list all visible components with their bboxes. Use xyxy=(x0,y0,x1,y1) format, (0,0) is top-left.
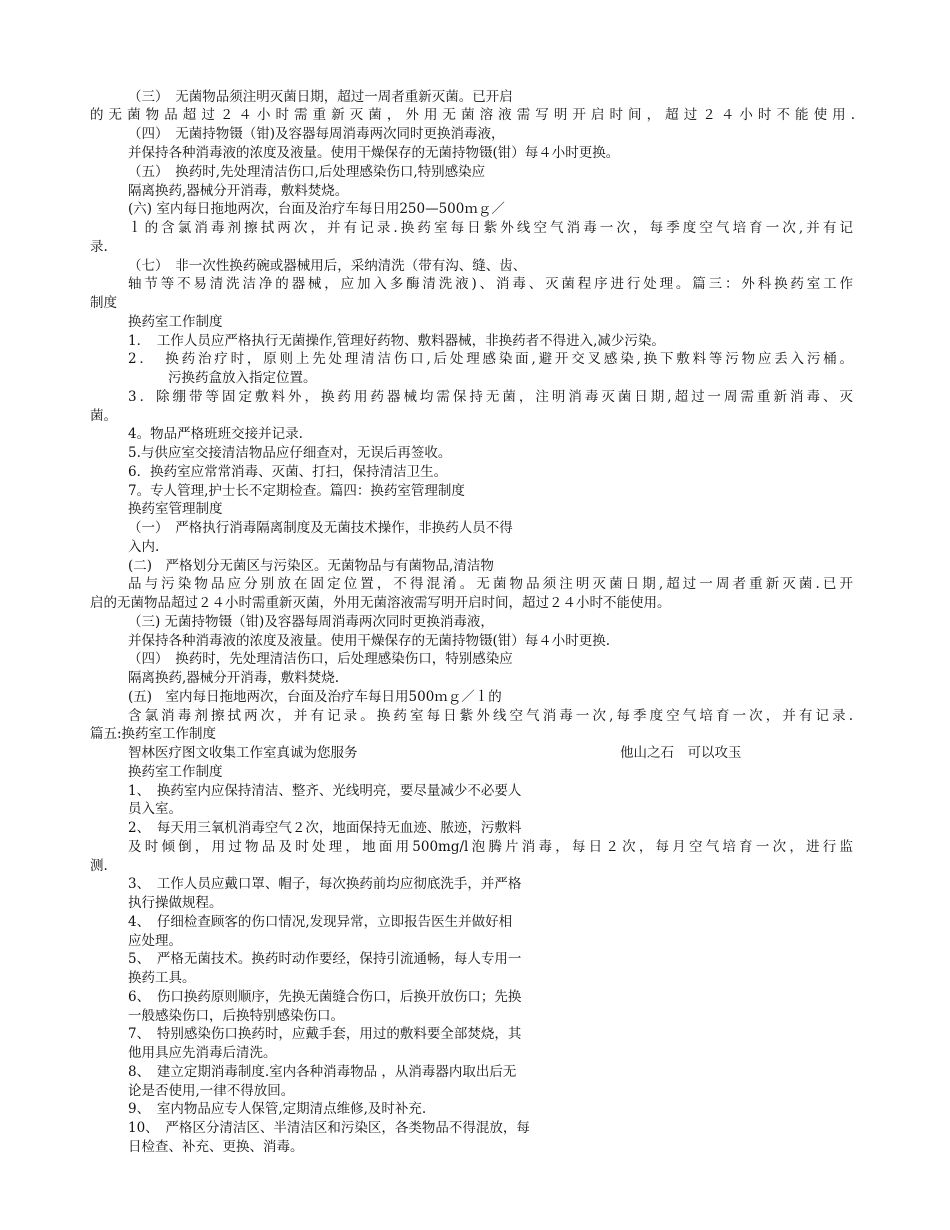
text-line: 启的无菌物品超过２４小时需重新灭菌，外用无菌溶液需写明开启时间，超过２４小时不能使用。 xyxy=(90,595,671,611)
text-line: 隔离换药,器械分开消毒，敷料焚烧. xyxy=(128,670,340,686)
text-line: 4、 仔细检查顾客的伤口情况,发现异常，立即报告医生并做好相 xyxy=(128,914,513,930)
text-line: 执行操做规程。 xyxy=(128,895,223,911)
text-line: 测. xyxy=(90,858,108,874)
section-heading: 篇五:换药室工作制度 xyxy=(90,726,217,742)
text-line: 1、 换药室内应保持清洁、整齐、光线明亮，要尽量减少不必要人 xyxy=(128,783,522,799)
text-line: 隔离换药,器械分开消毒，敷料焚烧。 xyxy=(128,183,349,199)
text-line: 污换药盒放入指定位置。 xyxy=(168,370,317,386)
text-line: 日检查、补充、更换、消毒。 xyxy=(128,1139,304,1155)
text-line: 的无菌物品超过２４小时需重新灭菌，外用无菌溶液需写明开启时间，超过２４小时不能使用. xyxy=(90,107,855,123)
page-header-left: 智林医疗图文收集工作室真诚为您服务 xyxy=(128,745,358,761)
text-line: （一） 严格执行消毒隔离制度及无菌技术操作，非换药人员不得 xyxy=(128,520,513,536)
text-line: (五) 室内每日拖地两次，台面及治疗车每日用500ｍｇ／ｌ的 xyxy=(128,689,502,705)
text-line: 录. xyxy=(90,239,108,255)
text-line: 8、 建立定期消毒制度.室内各种消毒物品 ，从消毒器内取出后无 xyxy=(128,1064,517,1080)
text-line: 5、 严格无菌技术。换药时动作要经，保持引流通畅，每人专用一 xyxy=(128,951,522,967)
text-line: 菌。 xyxy=(90,408,117,424)
text-line: 6、 伤口换药原则顺序，先换无菌缝合伤口，后换开放伤口；先换 xyxy=(128,989,522,1005)
text-line: （四） 换药时，先处理清洁伤口，后处理感染伤口，特别感染应 xyxy=(128,651,513,667)
text-line: ｌ的含氯消毒剂擦拭两次，并有记录.换药室每日紫外线空气消毒一次，每季度空气培育一次,并有记 xyxy=(128,220,853,236)
text-line: 2、 每天用三氧机消毒空气２次，地面保持无血迹、脓迹，污敷料 xyxy=(128,820,522,836)
text-line: 3．除绷带等固定敷料外，换药用药器械均需保持无菌，注明消毒灭菌日期,超过一周需重新消毒、灭 xyxy=(128,389,853,405)
text-line: 并保持各种消毒液的浓度及液量。使用干燥保存的无菌持物镊(钳）每４小时更换. xyxy=(128,633,611,649)
text-line: 1． 工作人员应严格执行无菌操作,管理好药物、敷料器械，非换药者不得进入,减少污染。 xyxy=(128,333,665,349)
text-line: (二) 严格划分无菌区与污染区。无菌物品与有菌物品,清洁物 xyxy=(128,558,494,574)
text-line: 6．换药室应常常消毒、灭菌、打扫，保持清洁卫生。 xyxy=(128,464,448,480)
text-line: 及时倾倒，用过物品及时处理，地面用500mg/l泡腾片消毒，每日２次，每月空气培育一次，进行监 xyxy=(128,839,853,855)
text-line: 轴节等不易清洗洁净的器械，应加入多酶清洗液)、消毒、灭菌程序进行处理。篇三：外科换药室工作 xyxy=(128,276,853,292)
text-line: 员入室。 xyxy=(128,801,182,817)
section-heading: 换药室工作制度 xyxy=(128,314,223,330)
text-line: 4。物品严格班班交接并记录. xyxy=(128,426,303,442)
text-line: （五） 换药时,先处理清洁伤口,后处理感染伤口,特别感染应 xyxy=(128,164,486,180)
text-line: 入内. xyxy=(128,539,160,555)
text-line: （四） 无菌持物镊（钳)及容器每周消毒两次同时更换消毒液， xyxy=(128,126,505,142)
text-line: （三) 无菌持物镊（钳)及容器每周消毒两次同时更换消毒液， xyxy=(128,614,494,630)
text-line: （七） 非一次性换药碗或器械用后，采纳清洗（带有沟、缝、齿、 xyxy=(128,258,527,274)
text-line: 2． 换药治疗时，原则上先处理清洁伤口,后处理感染面,避开交叉感染,换下敷料等污物应丢入污桶。 xyxy=(128,351,853,367)
text-line: 7、 特别感染伤口换药时，应戴手套，用过的敷料要全部焚烧，其 xyxy=(128,1026,522,1042)
text-line: 一般感染伤口，后换特别感染伤口。 xyxy=(128,1008,344,1024)
text-line: 品与污染物品应分别放在固定位置，不得混淆。无菌物品须注明灭菌日期,超过一周者重新灭菌.已开 xyxy=(128,576,853,592)
text-line: 9、 室内物品应专人保管,定期清点维修,及时补充. xyxy=(128,1101,427,1117)
text-line: 论是否使用,一律不得放回。 xyxy=(128,1083,295,1099)
text-line: （三） 无菌物品须注明灭菌日期，超过一周者重新灭菌。已开启 xyxy=(128,89,513,105)
section-heading: 换药室管理制度 xyxy=(128,501,223,517)
text-line: 3、 工作人员应戴口罩、帽子，每次换药前均应彻底洗手，并严格 xyxy=(128,876,522,892)
text-line: 10、 严格区分清洁区、半清洁区和污染区，各类物品不得混放，每 xyxy=(128,1120,530,1136)
text-line: 并保持各种消毒液的浓度及液量。使用干燥保存的无菌持物镊(钳）每４小时更换。 xyxy=(128,145,620,161)
text-line: 7。专人管理,护士长不定期检查。篇四：换药室管理制度 xyxy=(128,483,465,499)
text-line: 应处理。 xyxy=(128,933,182,949)
text-line: (六) 室内每日拖地两次，台面及治疗车每日用250—500ｍｇ／ xyxy=(128,201,505,217)
page-header-right: 他山之石 可以攻玉 xyxy=(620,745,742,761)
text-line: 5.与供应室交接清洁物品应仔细查对，无误后再签收。 xyxy=(128,445,452,461)
section-heading: 换药室工作制度 xyxy=(128,764,223,780)
text-line: 换药工具。 xyxy=(128,970,196,986)
text-line: 他用具应先消毒后清洗。 xyxy=(128,1045,277,1061)
text-line: 含氯消毒剂擦拭两次，并有记录。换药室每日紫外线空气消毒一次,每季度空气培育一次，并有记录. xyxy=(128,708,853,724)
text-line: 制度 xyxy=(90,295,117,311)
